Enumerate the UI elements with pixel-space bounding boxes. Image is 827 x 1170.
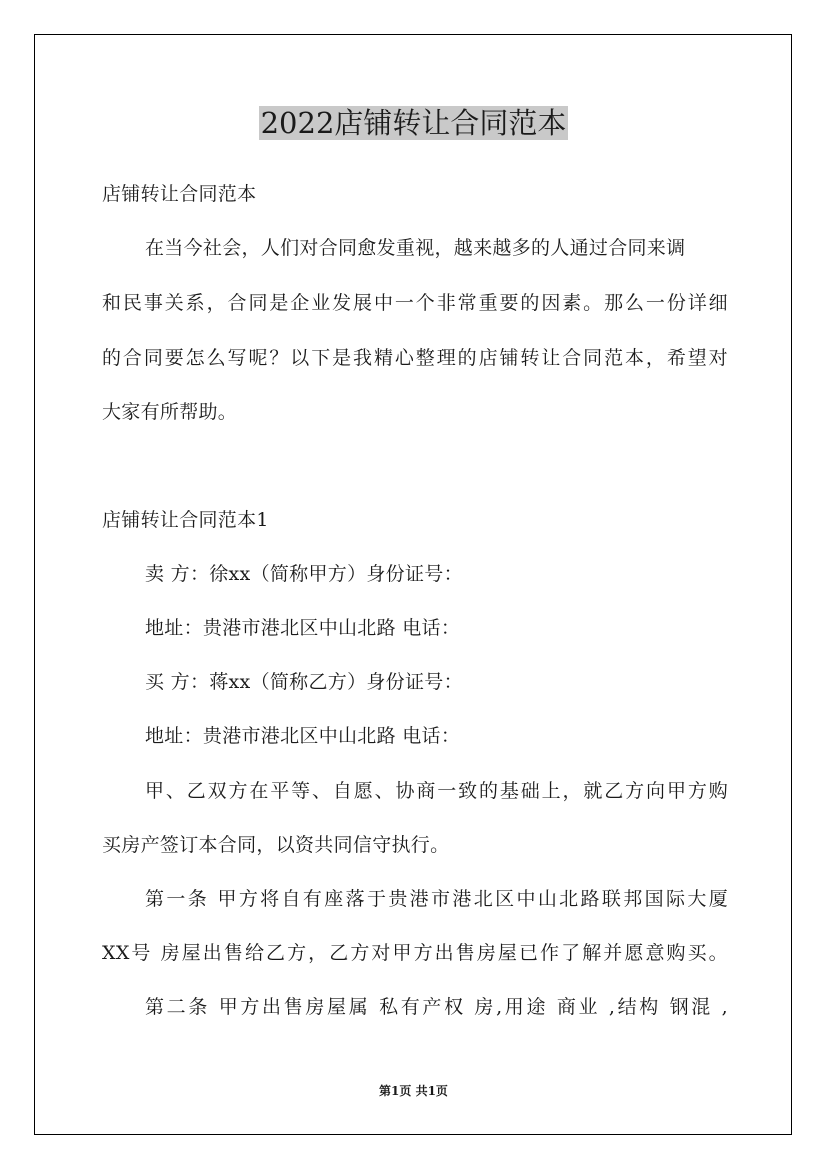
page-number-label: 第1页 共1页: [379, 1084, 448, 1098]
agreement-line-2: 买房产签订本合同，以资共同信守执行。: [102, 834, 450, 856]
page-footer: [0, 1083, 827, 1099]
agreement-line-1: 甲、乙双方在平等、自愿、协商一致的基础上，就乙方向甲方购: [145, 780, 728, 802]
buyer-line: 买 方：蒋xx（简称乙方）身份证号：: [145, 671, 463, 693]
intro-paragraph-line-4: 大家有所帮助。: [102, 401, 238, 423]
intro-paragraph-line-3: 的合同要怎么写呢？以下是我精心整理的店铺转让合同范本，希望对: [102, 347, 728, 369]
seller-address-line: 地址：贵港市港北区中山北路 电话：: [145, 617, 461, 639]
article2-line-1: 第二条 甲方出售房屋属 私有产权 房,用途 商业 ,结构 钢混 ,: [145, 996, 728, 1018]
article1-line-1: 第一条 甲方将自有座落于贵港市港北区中山北路联邦国际大厦: [145, 888, 728, 910]
document-subtitle: 店铺转让合同范本: [102, 183, 257, 205]
document-title: [0, 103, 827, 143]
article1-line-2: XX号 房屋出售给乙方，乙方对甲方出售房屋已作了解并愿意购买。: [102, 942, 728, 964]
document-title-text: 2022店铺转让合同范本: [260, 106, 567, 140]
buyer-address-line: 地址：贵港市港北区中山北路 电话：: [145, 725, 461, 747]
section-heading: 店铺转让合同范本1: [102, 509, 269, 531]
intro-paragraph-line-2: 和民事关系，合同是企业发展中一个非常重要的因素。那么一份详细: [102, 292, 728, 314]
intro-paragraph-line-1: 在当今社会，人们对合同愈发重视，越来越多的人通过合同来调: [145, 237, 686, 259]
seller-line: 卖 方：徐xx（简称甲方）身份证号：: [145, 563, 463, 585]
